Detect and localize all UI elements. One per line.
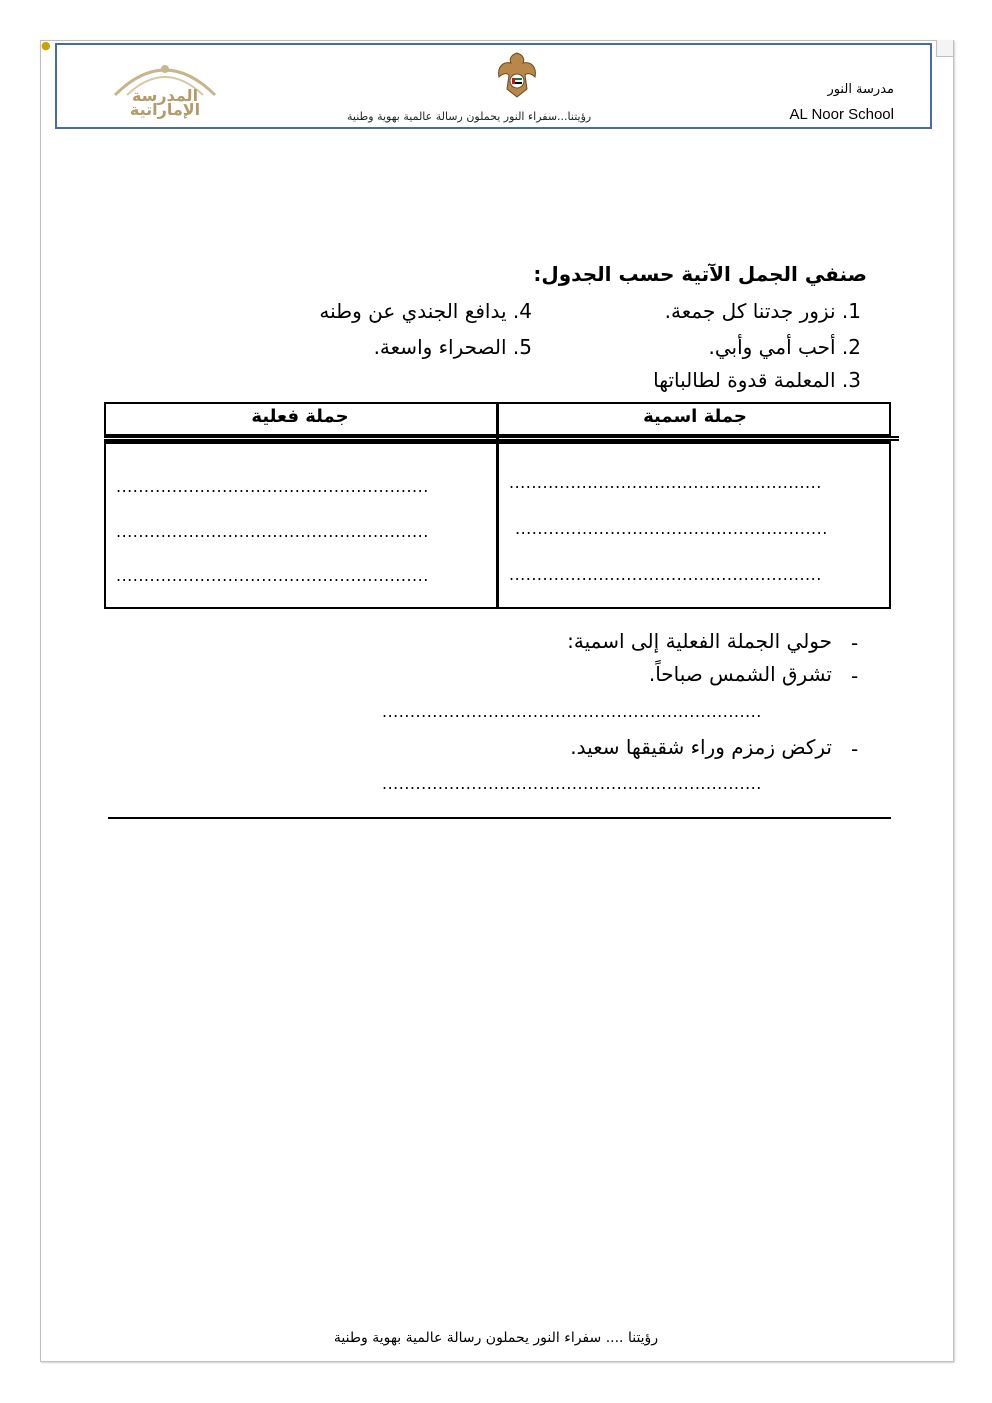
pin-icon: ●: [41, 39, 51, 52]
instruction-heading: صنفي الجمل الآتية حسب الجدول:: [533, 262, 867, 286]
emirati-school-logo: [105, 55, 225, 119]
header-box: [55, 43, 932, 129]
logo-text-1: المدرسة: [131, 86, 199, 105]
answer-line[interactable]: ........................................................: [116, 477, 429, 496]
bullet-dash: -: [851, 631, 859, 655]
logo-text-2: الإماراتية: [129, 100, 201, 119]
column-header-nominal: جملة اسمية: [643, 406, 747, 427]
page-fold-corner: [936, 40, 953, 57]
answer-line[interactable]: ........................................................: [509, 565, 822, 584]
list-item: 1. نزور جدتنا كل جمعة.: [664, 299, 861, 323]
transform-heading: حولي الجملة الفعلية إلى اسمية:: [567, 629, 832, 653]
transform-sentence-2: تركض زمزم وراء شقيقها سعيد.: [570, 735, 832, 759]
list-item: 4. يدافع الجندي عن وطنه: [319, 299, 532, 323]
answer-line[interactable]: ........................................................: [509, 473, 822, 492]
answer-line[interactable]: ........................................................: [116, 566, 429, 585]
list-item: 3. المعلمة قدوة لطالباتها: [653, 368, 861, 392]
section-divider: [108, 817, 891, 819]
answer-line[interactable]: ....................................................................: [382, 774, 762, 793]
answer-line[interactable]: ........................................................: [515, 519, 828, 538]
list-item: 2. أحب أمي وأبي.: [708, 335, 861, 359]
uae-emblem-icon: [493, 49, 541, 101]
bullet-dash: -: [851, 737, 859, 761]
school-name-arabic: مدرسة النور: [827, 82, 894, 97]
classification-table: [104, 402, 891, 609]
answer-line[interactable]: ........................................................: [116, 522, 429, 541]
school-motto: رؤيتنا...سفراء النور يحملون رسالة عالمية بهوية وطنية: [347, 110, 592, 123]
bullet-dash: -: [851, 664, 859, 688]
school-name-english: AL Noor School: [789, 106, 894, 123]
answer-line[interactable]: ....................................................................: [382, 702, 762, 721]
page-sheet: [40, 40, 954, 1362]
list-item: 5. الصحراء واسعة.: [373, 335, 532, 359]
transform-sentence-1: تشرق الشمس صباحاً.: [648, 662, 832, 686]
table-divider: [496, 402, 499, 609]
footer-motto: رؤيتنا .... سفراء النور يحملون رسالة عالمية بهوية وطنية: [333, 1330, 659, 1346]
column-header-verbal: جملة فعلية: [251, 406, 349, 427]
